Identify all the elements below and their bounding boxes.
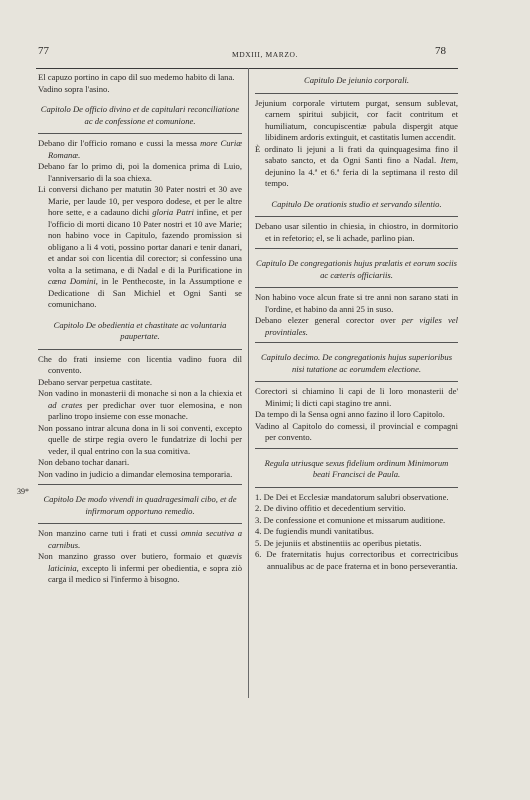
rule-list	[255, 492, 458, 573]
divider	[38, 484, 242, 485]
list-item: 4. De fugiendis mundi vanitatibus.	[255, 526, 374, 536]
divider	[38, 523, 242, 524]
paragraph: Li conversi dichano per matutin 30 Pater nostri et 30 ave Marie, per laude 10, per vesporo dodese, et per le altre hore sette, e a cadauno dichi gloria Patri infine, et per l'officio di morti dicano 10 Pater nostri et 10 ave Marie; non habino voce in Capitulo, fazendo promission si obligano a li 4 voti, possino portar danari e tenir danari, et andar soi con licentia dil corector; si confessino una volta a la setimana, e di Nadal e di la Purificatione in cœna Domini, in le Penthecoste, in la Assumptione e Dedicatione di San Michiel et Ogni Santi se comunichano.	[38, 184, 242, 309]
right-page-number: 78	[435, 45, 446, 57]
column-divider	[248, 68, 249, 698]
chapter-heading: Capitulo De orationis studio et servando silentio.	[271, 198, 442, 209]
paragraph: Vadino sopra l'asino.	[38, 83, 110, 94]
paragraph: Debano elezer general corector over per vigiles vel provintiales.	[255, 315, 458, 337]
paragraph: Debano usar silentio in chiesia, in chiostro, in dormitorio et in refetorio; el, se li achade, parlino pian.	[255, 221, 458, 243]
list-item: 2. De divino offitio et decedentium servitio.	[255, 503, 406, 513]
margin-note: 39*	[17, 487, 29, 496]
left-page-number: 77	[38, 45, 49, 57]
right-column	[255, 72, 458, 572]
paragraph: Jejunium corporale virtutem purgat, sensum sublevat, carnem spiritui subjicit, cor facit contritum et humiliatum, concupiscentiæ pabula dispergit atque libidinem ardoris extinguit, et castitatis lumen accendit.	[255, 97, 458, 142]
paragraph: Non vadino in judicio a dimandar elemosina temporaria.	[38, 468, 233, 479]
paragraph: Debano dir l'officio romano e cussi la messa more Curiæ Romanæ.	[38, 138, 242, 160]
paragraph: Debano servar perpetua castitate.	[38, 376, 153, 387]
chapter-heading: Capitulo decimo. De congregationis hujus superioribus nisi tutatione ac eorumdem electione.	[260, 352, 453, 374]
paragraph: Non vadino in monasterii di monache si non a la chiexia et ad crates per predichar over tuor elemosina, e non parlino tropo insieme con esse monache.	[38, 388, 243, 421]
divider	[255, 287, 458, 288]
left-column	[38, 72, 242, 586]
paragraph: Non manzino grasso over butiero, formaio et quævis laticinia, excepto li infermi per obedientia, e sopra ziò carga il medico si l'infermo à bisogno.	[38, 551, 242, 584]
paragraph: Non habino voce alcun frate si tre anni non sarano stati in l'ordine, et habino da anni 25 in suso.	[255, 292, 458, 314]
header-rule	[36, 68, 458, 69]
running-header: MDXIII, MARZO.	[231, 50, 299, 59]
chapter-heading: Capitolo De officio divino et de capitulari reconciliatione ac de confessione et comunione.	[40, 104, 240, 126]
divider	[38, 349, 242, 350]
divider	[255, 342, 458, 343]
chapter-heading: Capitolo De modo vivendi in quadragesimali cibo, et de infirmorum opportuno remedio.	[43, 494, 237, 516]
list-item: 3. De confessione et comunione et missarum auditione.	[255, 514, 446, 525]
chapter-heading: Regula utriusque sexus fidelium ordinum Minimorum beati Francisci de Paula.	[264, 457, 449, 479]
paragraph: El capuzo portino in capo dil suo medemo habito di lana.	[38, 72, 235, 82]
paragraph: Non manzino carne tuti i frati et cussi omnia secutiva a carnibus.	[38, 528, 242, 550]
paragraph: Non possano intrar alcuna dona in li soi conventi, excepto quelle de stirpe regia overo le fundatrize di lochi per veder, il qual entrino con la sua comitiva.	[38, 422, 242, 456]
chapter-heading: Capitulo De jeiunio corporali.	[303, 75, 410, 85]
divider	[38, 133, 242, 134]
divider	[255, 93, 458, 94]
list-item: 1. De Dei et Ecclesiæ mandatorum salubri observatione.	[255, 491, 449, 502]
divider	[255, 216, 458, 217]
paragraph: Vadino al Capitolo do comessi, il provincial e compagni per convento.	[255, 420, 458, 442]
paragraph: Da tempo di la Sensa ogni anno fazino il loro Capitolo.	[255, 409, 445, 419]
paragraph: Che do frati insieme con licentia vadino fuora dil convento.	[38, 353, 242, 375]
paragraph: È ordinato li jejuni a li frati da quinquagesima fino il sabato sancto, et da Ogni Santi fino a Nadal. Item, dejunino la 4.ª et 6.ª feria di la septimana il resto dil tempo.	[255, 143, 458, 188]
paragraph: Debano far lo primo di, poi la domenica prima di Luio, l'anniversario di la soa chiexa.	[38, 161, 242, 183]
divider	[255, 381, 458, 382]
divider	[255, 248, 458, 249]
paragraph: Non debano tochar danari.	[38, 457, 130, 467]
paragraph: Corectori si chiamino li capi de li loro monasterii de' Minimi; li dicti capi stagino tre anni.	[255, 386, 458, 408]
divider	[255, 448, 458, 449]
divider	[255, 487, 458, 488]
list-item: 6. De fraternitatis hujus correctoribus et correctricibus annualibus ac de pace fraterna et in bono perseverantia.	[255, 549, 458, 571]
list-item: 5. De jejuniis et abstinentiis ac operibus pietatis.	[255, 537, 422, 548]
chapter-heading: Capitulo De congregationis hujus prælatis et eorum sociis ac cæteris officiariis.	[256, 258, 457, 280]
chapter-heading: Capitolo De obedientia et chastitate ac voluntaria paupertate.	[53, 319, 227, 341]
